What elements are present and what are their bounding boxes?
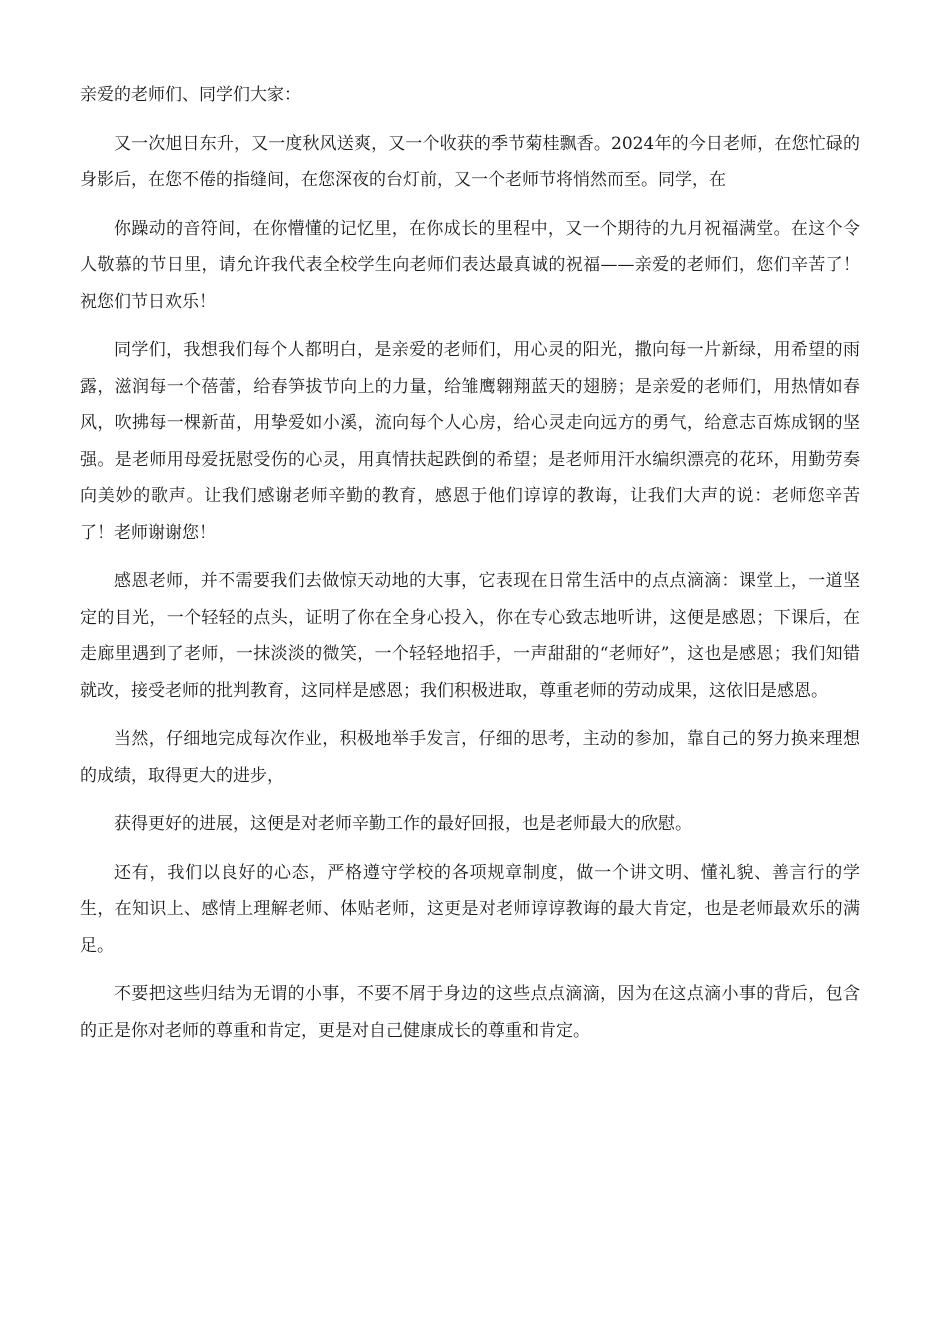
- paragraph-6: 获得更好的进展，这便是对老师辛勤工作的最好回报，也是老师最大的欣慰。: [114, 814, 692, 834]
- paragraph-1: 又一次旭日东升，又一度秋风送爽，又一个收获的季节菊桂飘香。2024年的今日老师，在您忙碌的身影后，在您不倦的指缝间，在您深夜的台灯前，又一个老师节将悄然而至。同学，在: [80, 133, 860, 190]
- paragraph-8: 不要把这些归结为无谓的小事，不要不屑于身边的这些点点滴滴，因为在这点滴小事的背后，包含的正是你对老师的尊重和肯定，更是对自己健康成长的尊重和肯定。: [80, 984, 860, 1041]
- paragraph-2: 你躁动的音符间，在你懵懂的记忆里，在你成长的里程中，又一个期待的九月祝福满堂。在这个令人敬慕的节日里，请允许我代表全校学生向老师们表达最真诚的祝福——亲爱的老师们，您们辛苦了！祝您们节日欢乐！: [80, 218, 860, 312]
- paragraph-4: 感恩老师，并不需要我们去做惊天动地的大事，它表现在日常生活中的点点滴滴：课堂上，一道坚定的目光，一个轻轻的点头，证明了你在全身心投入，你在专心致志地听讲，这便是感恩；下课后，在走廊里遇到了老师，一抹淡淡的微笑，一个轻轻地招手，一声甜甜的“老师好”，这也是感恩；我们知错就改，接受老师的批判教育，这同样是感恩；我们积极进取，尊重老师的劳动成果，这依旧是感恩。: [80, 571, 860, 701]
- paragraph-7: 还有，我们以良好的心态，严格遵守学校的各项规章制度，做一个讲文明、懂礼貌、善言行的学生，在知识上、感情上理解老师、体贴老师，这更是对老师谆谆教诲的最大肯定，也是老师最欢乐的满足。: [80, 862, 860, 956]
- greeting-line: 亲爱的老师们、同学们大家：: [80, 85, 301, 105]
- paragraph-3: 同学们，我想我们每个人都明白，是亲爱的老师们，用心灵的阳光，撒向每一片新绿，用希望的雨露，滋润每一个蓓蕾，给春笋拔节向上的力量，给雏鹰翱翔蓝天的翅膀；是亲爱的老师们，用热情如春风，吹拂每一棵新苗，用挚爱如小溪，流向每个人心房，给心灵走向远方的勇气，给意志百炼成钢的坚强。是老师用母爱抚慰受伤的心灵，用真情扶起跌倒的希望；是老师用汗水编织漂亮的花环，用勤劳奏向美妙的歌声。让我们感谢老师辛勤的教育，感恩于他们谆谆的教诲，让我们大声的说：老师您辛苦了！老师谢谢您！: [80, 340, 860, 543]
- document-body: [80, 77, 860, 1061]
- paragraph-5: 当然，仔细地完成每次作业，积极地举手发言，仔细的思考，主动的参加，靠自己的努力换来理想的成绩，取得更大的进步，: [80, 729, 860, 786]
